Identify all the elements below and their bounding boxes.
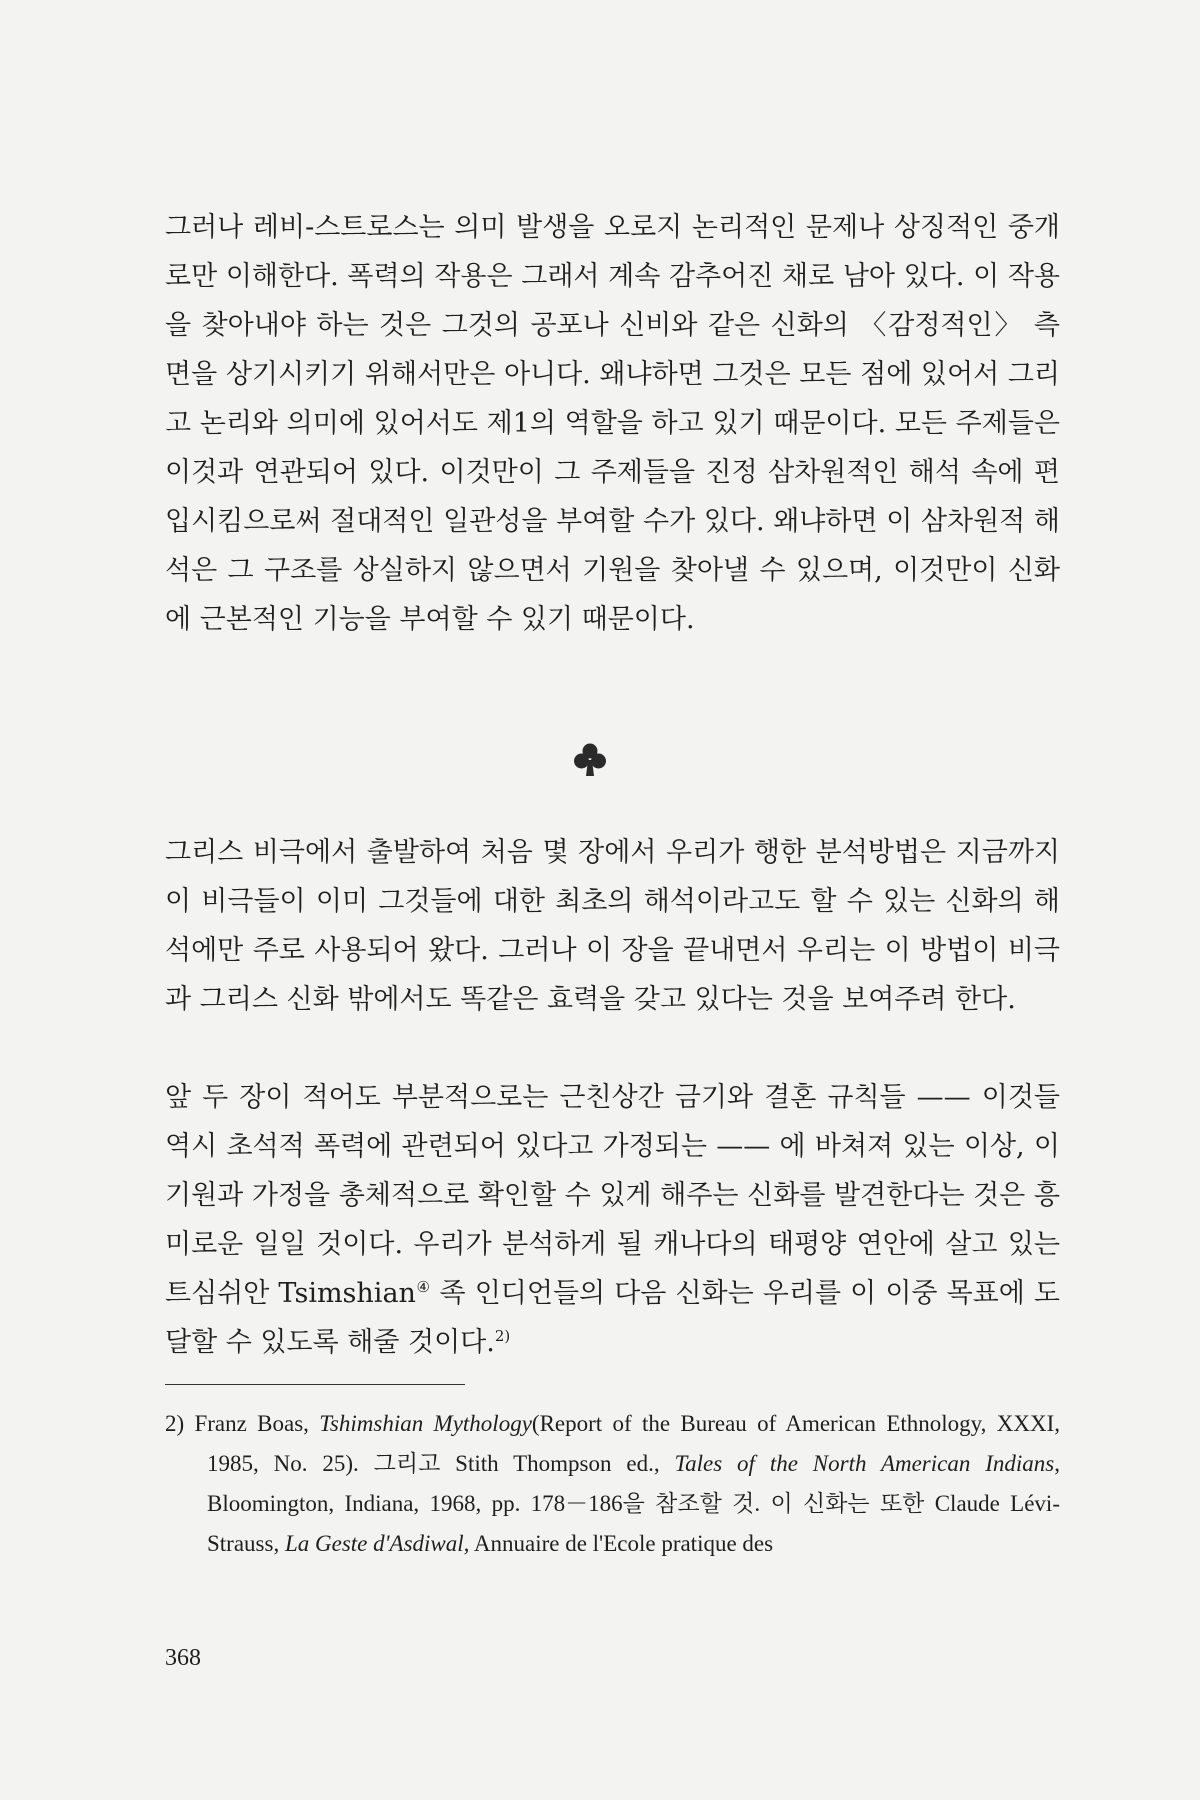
paragraph-3-text-a: 앞 두 장이 적어도 부분적으로는 근친상간 금기와 결혼 규칙들 —— 이것들 역시 초석적 폭력에 관련되어 있다고 가정되는 —— 에 바쳐져 있는 이상, 이 기원과 가정을 총체적으로 확인할 수 있게 해주는 신화를 발견한다는 것은 흥미로운 일일 것이다. 우리가 분석하게 될 캐나다의 태평양 연안에 살고 있는 트심쉬안 Tsimshian xyxy=(165,1082,1060,1309)
footnote-title-3: La Geste d'Asdiwal, xyxy=(284,1531,470,1556)
paragraph-1: 그러나 레비-스트로스는 의미 발생을 오로지 논리적인 문제나 상징적인 중개로만 이해한다. 폭력의 작용은 그래서 계속 감추어진 채로 남아 있다. 이 작용을 찾아내야 하는 것은 그것의 공포나 신비와 같은 신화의 〈감정적인〉 측면을 상기시키기 위해서만은 아니다. 왜냐하면 그것은 모든 점에 있어서 그리고 논리와 의미에 있어서도 제1의 역할을 하고 있기 때문이다. 모든 주제들은 이것과 연관되어 있다. 이것만이 그 주제들을 진정 삼차원적인 해석 속에 편입시킴으로써 절대적인 일관성을 부여할 수가 있다. 왜냐하면 이 삼차원적 해석은 그 구조를 상실하지 않으면서 기원을 찾아낼 수 있으며, 이것만이 신화에 근본적인 기능을 부여할 수 있기 때문이다. xyxy=(165,212,1060,635)
footnote-divider xyxy=(165,1384,465,1385)
club-icon xyxy=(570,740,610,780)
footnote-text-2: (Report of the Bureau of American Ethnology, XXXI, 1985, No. 25). 그리고 Stith Thompson ed., xyxy=(207,1411,1060,1476)
footnote-reference: 2) xyxy=(494,1327,511,1345)
paragraph-3-text-b: 족 인디언들의 다음 신화는 우리를 이 이중 목표에 도달할 수 있도록 해줄 것이다. xyxy=(165,1278,1061,1358)
page-number: 368 xyxy=(165,1645,201,1671)
footnote-text-3: , Bloomington, Indiana, 1968, pp. 178－186을 참조할 것. 이 신화는 또한 Claude Lévi-Strauss, xyxy=(207,1451,1060,1556)
paragraph-3 xyxy=(165,1073,1060,1367)
footnote-marker: 2) xyxy=(165,1411,195,1436)
footnote-title-2: Tales of the North American Indians xyxy=(674,1451,1055,1476)
footnote-title-1: Tshimshian Mythology xyxy=(319,1411,532,1436)
endnote-marker: ④ xyxy=(415,1278,431,1296)
footnote-text-1: Franz Boas, xyxy=(194,1411,320,1436)
footnote-text-4: Annuaire de l'Ecole pratique des xyxy=(469,1531,774,1556)
footnote-2 xyxy=(165,1404,1060,1564)
paragraph-2: 그리스 비극에서 출발하여 처음 몇 장에서 우리가 행한 분석방법은 지금까지 이 비극들이 이미 그것들에 대한 최초의 해석이라고도 할 수 있는 신화의 해석에만 주로 사용되어 왔다. 그러나 이 장을 끝내면서 우리는 이 방법이 비극과 그리스 신화 밖에서도 똑같은 효력을 갖고 있다는 것을 보여주려 한다. xyxy=(165,837,1060,1015)
